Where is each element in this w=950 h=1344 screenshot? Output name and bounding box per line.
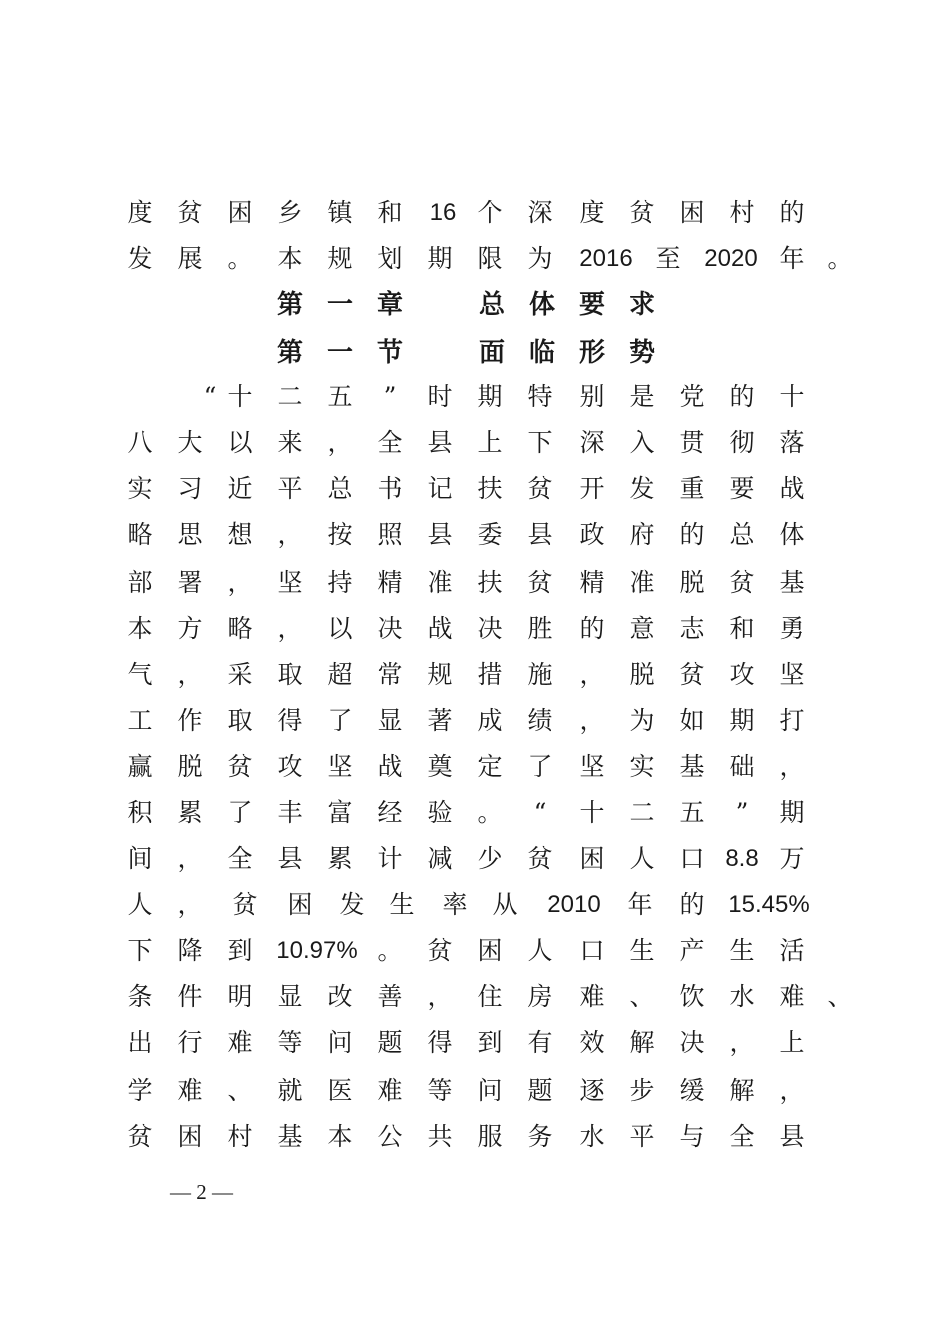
text-glyph: 饮 xyxy=(679,982,705,1011)
text-glyph: 贫 xyxy=(177,198,203,227)
text-glyph: 县 xyxy=(427,428,453,457)
text-glyph: 困 xyxy=(287,890,313,919)
text-glyph: 作 xyxy=(177,706,203,735)
text-glyph: 著 xyxy=(427,706,453,735)
text-glyph: 部 xyxy=(127,568,153,597)
text-glyph: 临 xyxy=(528,338,556,368)
text-glyph: 累 xyxy=(177,798,203,827)
text-glyph: 显 xyxy=(377,706,403,735)
text-glyph: 积 xyxy=(127,798,153,827)
text-glyph: 想 xyxy=(227,520,253,549)
text-glyph: 全 xyxy=(227,844,253,873)
text-glyph: 勇 xyxy=(779,614,805,643)
text-glyph: 方 xyxy=(177,614,203,643)
text-glyph: 人 xyxy=(127,890,153,919)
text-glyph: 显 xyxy=(277,982,303,1011)
text-glyph: 第 xyxy=(276,290,304,320)
text-glyph: 出 xyxy=(127,1028,153,1057)
text-glyph: 五 xyxy=(679,798,705,827)
text-glyph: 难 xyxy=(779,982,805,1011)
text-glyph: 采 xyxy=(227,660,253,689)
text-glyph: 总 xyxy=(478,290,506,320)
text-glyph: 划 xyxy=(377,244,403,273)
text-glyph: 难 xyxy=(377,1076,403,1105)
text-glyph: 降 xyxy=(177,936,203,965)
body-text-line xyxy=(0,236,950,282)
text-glyph: 贫 xyxy=(527,844,553,873)
body-text-line xyxy=(0,1068,950,1114)
text-glyph: 彻 xyxy=(729,428,755,457)
text-glyph: 口 xyxy=(579,936,605,965)
text-glyph: 平 xyxy=(277,474,303,503)
text-glyph: 至 xyxy=(655,244,681,273)
text-glyph: 生 xyxy=(389,890,415,919)
text-glyph: 。 xyxy=(377,936,403,965)
text-glyph: ” xyxy=(735,798,749,827)
text-glyph: 缓 xyxy=(679,1076,705,1105)
text-glyph: 。 xyxy=(477,798,503,827)
text-glyph: ， xyxy=(177,844,203,873)
text-glyph: 坚 xyxy=(779,660,805,689)
text-glyph: 上 xyxy=(477,428,503,457)
text-glyph: ， xyxy=(277,614,303,643)
body-text-line xyxy=(0,1020,950,1066)
text-glyph: 本 xyxy=(277,244,303,273)
text-glyph: 二 xyxy=(629,798,655,827)
body-text-line xyxy=(0,974,950,1020)
text-glyph: 难 xyxy=(579,982,605,1011)
text-glyph: ， xyxy=(579,660,605,689)
text-glyph: 脱 xyxy=(177,752,203,781)
text-glyph: 贫 xyxy=(232,890,258,919)
text-glyph: 十 xyxy=(579,798,605,827)
text-glyph: 攻 xyxy=(277,752,303,781)
text-glyph: ” xyxy=(383,382,397,411)
text-glyph: 贫 xyxy=(527,474,553,503)
text-glyph: 、 xyxy=(227,1076,253,1105)
body-text-line xyxy=(0,698,950,744)
text-glyph: 精 xyxy=(579,568,605,597)
text-glyph: 署 xyxy=(177,568,203,597)
text-glyph: 为 xyxy=(527,244,553,273)
text-glyph: 实 xyxy=(629,752,655,781)
text-glyph: ， xyxy=(327,428,353,457)
text-glyph: 困 xyxy=(227,198,253,227)
text-glyph: 效 xyxy=(579,1028,605,1057)
text-glyph: 是 xyxy=(629,382,655,411)
text-glyph: 扶 xyxy=(477,568,503,597)
text-glyph: 明 xyxy=(227,982,253,1011)
text-glyph: 水 xyxy=(729,982,755,1011)
text-glyph: 胜 xyxy=(527,614,553,643)
text-glyph: 奠 xyxy=(427,752,453,781)
text-glyph: 行 xyxy=(177,1028,203,1057)
text-glyph: 超 xyxy=(327,660,353,689)
text-glyph: 第 xyxy=(276,338,304,368)
text-glyph: 、 xyxy=(827,982,853,1011)
text-glyph: 节 xyxy=(376,338,404,368)
text-glyph: 少 xyxy=(477,844,503,873)
text-glyph: 开 xyxy=(579,474,605,503)
text-glyph: 总 xyxy=(729,520,755,549)
text-glyph: ， xyxy=(579,706,605,735)
text-glyph: 的 xyxy=(679,890,705,919)
text-glyph: 以 xyxy=(327,614,353,643)
text-glyph: 等 xyxy=(277,1028,303,1057)
text-glyph: 战 xyxy=(779,474,805,503)
text-glyph: 志 xyxy=(679,614,705,643)
text-glyph: 体 xyxy=(528,290,556,320)
text-glyph: 富 xyxy=(327,798,353,827)
text-glyph: 活 xyxy=(779,936,805,965)
text-glyph: 如 xyxy=(679,706,705,735)
text-glyph: 期 xyxy=(779,798,805,827)
text-glyph: 规 xyxy=(427,660,453,689)
body-text-line xyxy=(0,466,950,512)
text-glyph: ， xyxy=(729,1028,755,1057)
text-glyph: 2010 xyxy=(547,891,601,918)
text-glyph: 全 xyxy=(729,1122,755,1151)
text-glyph: 等 xyxy=(427,1076,453,1105)
text-glyph: 一 xyxy=(326,290,354,320)
text-glyph: 成 xyxy=(477,706,503,735)
text-glyph: 决 xyxy=(377,614,403,643)
text-glyph: 决 xyxy=(679,1028,705,1057)
text-glyph: 落 xyxy=(779,428,805,457)
text-glyph: 习 xyxy=(177,474,203,503)
text-glyph: “ xyxy=(203,382,217,411)
text-glyph: 有 xyxy=(527,1028,553,1057)
text-glyph: 坚 xyxy=(277,568,303,597)
text-glyph: 务 xyxy=(527,1122,553,1151)
text-glyph: 口 xyxy=(679,844,705,873)
text-glyph: 10.97% xyxy=(276,937,358,964)
text-glyph: 面 xyxy=(478,338,506,368)
text-glyph: 问 xyxy=(477,1076,503,1105)
text-glyph: 总 xyxy=(327,474,353,503)
text-glyph: 政 xyxy=(579,520,605,549)
text-glyph: 工 xyxy=(127,706,153,735)
text-glyph: 贫 xyxy=(629,198,655,227)
text-glyph: 得 xyxy=(277,706,303,735)
text-glyph: 思 xyxy=(177,520,203,549)
text-glyph: 来 xyxy=(277,428,303,457)
text-glyph: 改 xyxy=(327,982,353,1011)
text-glyph: 房 xyxy=(527,982,553,1011)
text-glyph: 的 xyxy=(579,614,605,643)
text-glyph: 入 xyxy=(629,428,655,457)
text-glyph: 限 xyxy=(477,244,503,273)
text-glyph: 章 xyxy=(376,290,404,320)
text-glyph: 验 xyxy=(427,798,453,827)
text-glyph: 服 xyxy=(477,1122,503,1151)
body-text-line xyxy=(0,512,950,558)
text-glyph: 略 xyxy=(127,520,153,549)
body-text-line xyxy=(0,374,950,420)
text-glyph: 基 xyxy=(277,1122,303,1151)
text-glyph: 十 xyxy=(227,382,253,411)
text-glyph: 村 xyxy=(729,198,755,227)
text-glyph: 贫 xyxy=(729,568,755,597)
text-glyph: 到 xyxy=(477,1028,503,1057)
body-text-line xyxy=(0,928,950,974)
body-text-line xyxy=(0,790,950,836)
body-text-line xyxy=(0,420,950,466)
text-glyph: 发 xyxy=(339,890,365,919)
text-glyph: 度 xyxy=(127,198,153,227)
text-glyph: 从 xyxy=(492,890,518,919)
text-glyph: 县 xyxy=(779,1122,805,1151)
text-glyph: 二 xyxy=(277,382,303,411)
text-glyph: ， xyxy=(177,890,203,919)
text-glyph: 扶 xyxy=(477,474,503,503)
text-glyph: 精 xyxy=(377,568,403,597)
text-glyph: 期 xyxy=(729,706,755,735)
text-glyph: 2016 xyxy=(579,245,633,272)
text-glyph: 经 xyxy=(377,798,403,827)
text-glyph: 特 xyxy=(527,382,553,411)
text-glyph: 困 xyxy=(177,1122,203,1151)
text-glyph: 要 xyxy=(729,474,755,503)
text-glyph: 实 xyxy=(127,474,153,503)
text-glyph: 的 xyxy=(779,198,805,227)
text-glyph: 问 xyxy=(327,1028,353,1057)
text-glyph: 困 xyxy=(477,936,503,965)
text-glyph: 率 xyxy=(442,890,468,919)
body-text-line xyxy=(0,744,950,790)
text-glyph: ， xyxy=(227,568,253,597)
text-glyph: 共 xyxy=(427,1122,453,1151)
text-glyph: 年 xyxy=(779,244,805,273)
text-glyph: 一 xyxy=(326,338,354,368)
text-glyph: 的 xyxy=(679,520,705,549)
text-glyph: 就 xyxy=(277,1076,303,1105)
text-glyph: 。 xyxy=(827,244,853,273)
text-glyph: 打 xyxy=(779,706,805,735)
text-glyph: 解 xyxy=(629,1028,655,1057)
text-glyph: 了 xyxy=(227,798,253,827)
text-glyph: 解 xyxy=(729,1076,755,1105)
text-glyph: 赢 xyxy=(127,752,153,781)
text-glyph: 县 xyxy=(277,844,303,873)
text-glyph: 逐 xyxy=(579,1076,605,1105)
text-glyph: 16 xyxy=(429,199,457,226)
text-glyph: 略 xyxy=(227,614,253,643)
text-glyph: 规 xyxy=(327,244,353,273)
text-glyph: 气 xyxy=(127,660,153,689)
text-glyph: 施 xyxy=(527,660,553,689)
text-glyph: 发 xyxy=(629,474,655,503)
text-glyph: 生 xyxy=(629,936,655,965)
text-glyph: ， xyxy=(427,982,453,1011)
body-text-line xyxy=(0,190,950,236)
text-glyph: ， xyxy=(779,752,805,781)
text-glyph: 全 xyxy=(377,428,403,457)
text-glyph: ， xyxy=(779,1076,805,1105)
text-glyph: 题 xyxy=(377,1028,403,1057)
text-glyph: 展 xyxy=(177,244,203,273)
text-glyph: 条 xyxy=(127,982,153,1011)
text-glyph: 贫 xyxy=(427,936,453,965)
text-glyph: 2020 xyxy=(704,245,758,272)
text-glyph: 贯 xyxy=(679,428,705,457)
text-glyph: 战 xyxy=(377,752,403,781)
text-glyph: 五 xyxy=(327,382,353,411)
text-glyph: 党 xyxy=(679,382,705,411)
text-glyph: 丰 xyxy=(277,798,303,827)
section-heading-line xyxy=(0,330,950,376)
body-text-line xyxy=(0,652,950,698)
text-glyph: 别 xyxy=(579,382,605,411)
text-glyph: 八 xyxy=(127,428,153,457)
text-glyph: “ xyxy=(533,798,547,827)
text-glyph: 深 xyxy=(527,198,553,227)
text-glyph: 取 xyxy=(277,660,303,689)
body-text-line xyxy=(0,606,950,652)
text-glyph: 体 xyxy=(779,520,805,549)
body-text-line xyxy=(0,836,950,882)
text-glyph: 个 xyxy=(477,198,503,227)
text-glyph: 人 xyxy=(629,844,655,873)
text-glyph: 战 xyxy=(427,614,453,643)
text-glyph: 取 xyxy=(227,706,253,735)
text-glyph: 了 xyxy=(527,752,553,781)
text-glyph: 下 xyxy=(127,936,153,965)
text-glyph: 为 xyxy=(629,706,655,735)
text-glyph: ， xyxy=(277,520,303,549)
text-glyph: 发 xyxy=(127,244,153,273)
text-glyph: 计 xyxy=(377,844,403,873)
text-glyph: 件 xyxy=(177,982,203,1011)
text-glyph: 期 xyxy=(427,244,453,273)
text-glyph: 基 xyxy=(679,752,705,781)
text-glyph: 本 xyxy=(327,1122,353,1151)
text-glyph: 础 xyxy=(729,752,755,781)
text-glyph: 时 xyxy=(427,382,453,411)
text-glyph: 贫 xyxy=(527,568,553,597)
text-glyph: 定 xyxy=(477,752,503,781)
text-glyph: 期 xyxy=(477,382,503,411)
section-heading-line xyxy=(0,282,950,328)
text-glyph: 乡 xyxy=(277,198,303,227)
text-glyph: 坚 xyxy=(579,752,605,781)
text-glyph: 深 xyxy=(579,428,605,457)
text-glyph: 以 xyxy=(227,428,253,457)
text-glyph: 决 xyxy=(477,614,503,643)
page-number: — 2 — xyxy=(170,1180,233,1204)
text-glyph: 基 xyxy=(779,568,805,597)
text-glyph: 15.45% xyxy=(728,891,810,918)
text-glyph: 困 xyxy=(679,198,705,227)
text-glyph: 累 xyxy=(327,844,353,873)
text-glyph: 公 xyxy=(377,1122,403,1151)
text-glyph: 水 xyxy=(579,1122,605,1151)
text-glyph: 。 xyxy=(227,244,253,273)
text-glyph: 贫 xyxy=(227,752,253,781)
text-glyph: 善 xyxy=(377,982,403,1011)
text-glyph: 照 xyxy=(377,520,403,549)
body-text-line xyxy=(0,882,950,928)
text-glyph: 难 xyxy=(177,1076,203,1105)
text-glyph: 县 xyxy=(427,520,453,549)
body-text-line xyxy=(0,560,950,606)
text-glyph: 了 xyxy=(327,706,353,735)
text-glyph: 坚 xyxy=(327,752,353,781)
text-glyph: 产 xyxy=(679,936,705,965)
text-glyph: 委 xyxy=(477,520,503,549)
text-glyph: 减 xyxy=(427,844,453,873)
text-glyph: 求 xyxy=(628,290,656,320)
text-glyph: 步 xyxy=(629,1076,655,1105)
text-glyph: 准 xyxy=(629,568,655,597)
text-glyph: 和 xyxy=(377,198,403,227)
text-glyph: 书 xyxy=(377,474,403,503)
text-glyph: 势 xyxy=(628,338,656,368)
text-glyph: 上 xyxy=(779,1028,805,1057)
text-glyph: 府 xyxy=(629,520,655,549)
text-glyph: 年 xyxy=(627,890,653,919)
text-glyph: 脱 xyxy=(629,660,655,689)
text-glyph: 住 xyxy=(477,982,503,1011)
text-glyph: 意 xyxy=(629,614,655,643)
text-glyph: 形 xyxy=(578,338,606,368)
text-glyph: 的 xyxy=(729,382,755,411)
text-glyph: 医 xyxy=(327,1076,353,1105)
text-glyph: 攻 xyxy=(729,660,755,689)
text-glyph: 十 xyxy=(779,382,805,411)
text-glyph: 持 xyxy=(327,568,353,597)
text-glyph: 重 xyxy=(679,474,705,503)
text-glyph: 学 xyxy=(127,1076,153,1105)
text-glyph: 间 xyxy=(127,844,153,873)
text-glyph: 贫 xyxy=(679,660,705,689)
text-glyph: 8.8 xyxy=(725,845,759,872)
text-glyph: 近 xyxy=(227,474,253,503)
text-glyph: 题 xyxy=(527,1076,553,1105)
text-glyph: 本 xyxy=(127,614,153,643)
text-glyph: 要 xyxy=(578,290,606,320)
text-glyph: 难 xyxy=(227,1028,253,1057)
text-glyph: 、 xyxy=(629,982,655,1011)
body-text-line xyxy=(0,1114,950,1160)
text-glyph: 脱 xyxy=(679,568,705,597)
text-glyph: 与 xyxy=(679,1122,705,1151)
text-glyph: 到 xyxy=(227,936,253,965)
text-glyph: 万 xyxy=(779,844,805,873)
text-glyph: 县 xyxy=(527,520,553,549)
text-glyph: ， xyxy=(177,660,203,689)
text-glyph: 按 xyxy=(327,520,353,549)
text-glyph: 绩 xyxy=(527,706,553,735)
text-glyph: 记 xyxy=(427,474,453,503)
text-glyph: 镇 xyxy=(327,198,353,227)
text-glyph: 常 xyxy=(377,660,403,689)
text-glyph: 准 xyxy=(427,568,453,597)
text-glyph: 人 xyxy=(527,936,553,965)
text-glyph: 村 xyxy=(227,1122,253,1151)
text-glyph: 措 xyxy=(477,660,503,689)
text-glyph: 和 xyxy=(729,614,755,643)
text-glyph: 下 xyxy=(527,428,553,457)
text-glyph: 度 xyxy=(579,198,605,227)
text-glyph: 生 xyxy=(729,936,755,965)
text-glyph: 平 xyxy=(629,1122,655,1151)
text-glyph: 得 xyxy=(427,1028,453,1057)
text-glyph: 困 xyxy=(579,844,605,873)
text-glyph: 贫 xyxy=(127,1122,153,1151)
text-glyph: 大 xyxy=(177,428,203,457)
